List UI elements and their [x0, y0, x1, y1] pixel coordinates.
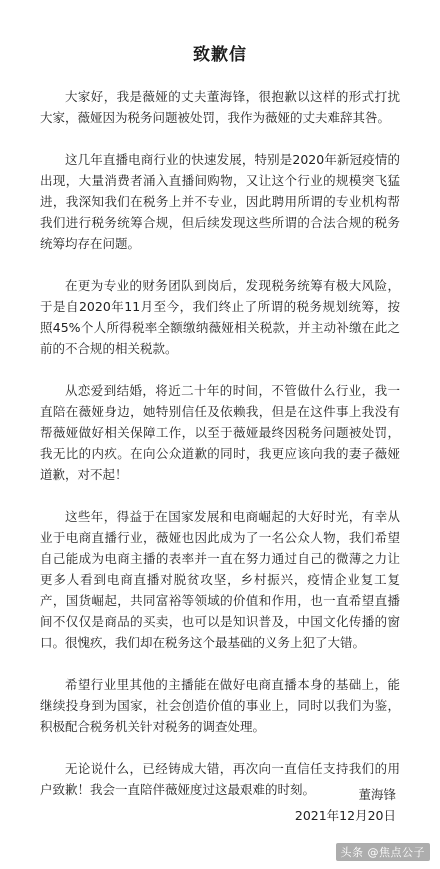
source-watermark: 头条 @焦点公子	[336, 843, 431, 861]
paragraph-4: 从恋爱到结婚，将近二十年的时间，不管做什么行业，我一直陪在薇娅身边，她特别信任及依赖我，但是在这件事上我没有帮薇娅做好相关保障工作，以至于薇娅最终因税务问题被处罚，我无比的内疚。在向公众道歉的同时，我更应该向我的妻子薇娅道歉，对不起！	[40, 383, 400, 482]
paragraph-6: 希望行业里其他的主播能在做好电商直播本身的基础上，能继续投身到为国家，社会创造价值的事业上，同时以我们为鉴，积极配合税务机关针对税务的调查处理。	[40, 677, 400, 734]
signature-date: 2021年12月20日	[294, 808, 396, 823]
paragraph-2: 这几年直播电商行业的快速发展，特别是2020年新冠疫情的出现，大量消费者涌入直播间购物，又让这个行业的规模突飞猛进，我深知我们在税务上并不专业，因此聘用所谓的专业机构帮我们进行税务统筹合规，但后续发现这些所谓的合法合规的税务统筹均存在问题。	[40, 152, 400, 251]
letter-title: 致歉信	[193, 45, 247, 65]
paragraph-1: 大家好，我是薇娅的丈夫董海锋，很抱歉以这样的形式打扰大家，薇娅因为税务问题被处罚，我作为薇娅的丈夫难辞其咎。	[40, 89, 400, 125]
paragraph-5: 这些年，得益于在国家发展和电商崛起的大好时光，有幸从业于电商直播行业，薇娅也因此成为了一名公众人物，我们希望自己能成为电商主播的表率并一直在努力通过自己的微薄之力让更多人看到电商直播对脱贫攻坚，乡村振兴，疫情企业复工复产，国货崛起，共同富裕等领域的价值和作用，也一直希望直播间不仅仅是商品的买卖，也可以是知识普及，中国文化传播的窗口。很愧疚，我们却在税务这个最基础的义务上犯了大错。	[40, 509, 400, 650]
letter-body	[40, 86, 400, 821]
paragraph-3: 在更为专业的财务团队到岗后，发现税务统筹有极大风险，于是自2020年11月至今，我们终止了所谓的税务规划统筹，按照45%个人所得税率全额缴纳薇娅相关税款，并主动补缴在此之前的不合规的相关税款。	[40, 278, 400, 356]
signature-block	[295, 784, 396, 826]
paragraph-7: 无论说什么，已经铸成大错，再次向一直信任支持我们的用户致歉！我会一直陪伴薇娅度过这最艰难的时刻。	[40, 761, 400, 797]
signature-name: 董海锋	[358, 787, 396, 802]
